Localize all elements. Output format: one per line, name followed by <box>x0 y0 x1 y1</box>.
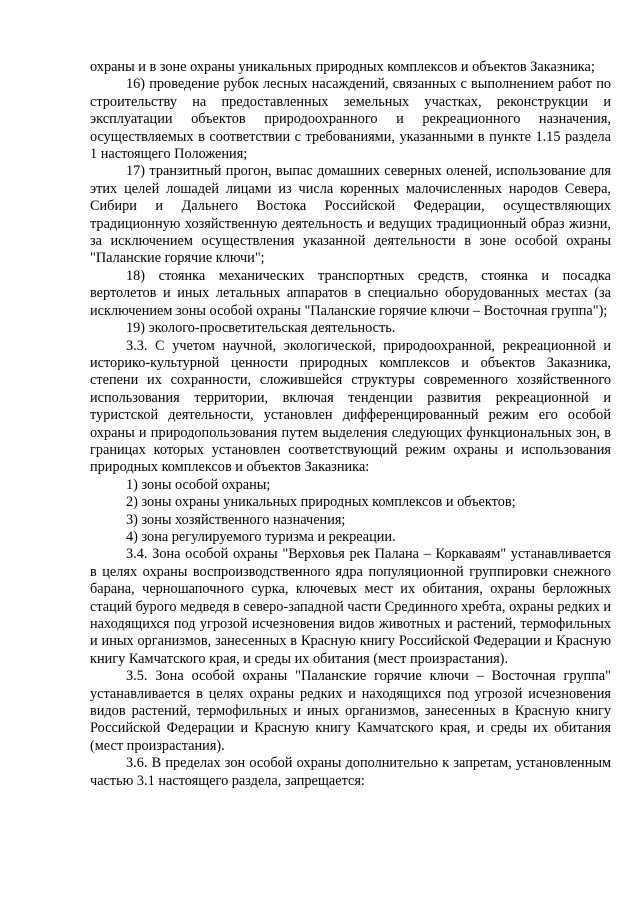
list-item-zone-1: 1) зоны особой охраны; <box>126 476 271 493</box>
paragraph-section-3-6: 3.6. В пределах зон особой охраны дополнительно к запретам, установленным частью 3.1 настоящего раздела, запрещается: <box>90 755 611 789</box>
list-item-zone-4: 4) зона регулируемого туризма и рекреации. <box>126 528 396 545</box>
paragraph-zone-continuation: охраны и в зоне охраны уникальных природных комплексов и объектов Заказника; <box>90 59 595 75</box>
paragraph-item-17: 17) транзитный прогон, выпас домашних северных оленей, использование для этих целей лошадей лицами из числа коренных малочисленных народов Севера, Сибири и Дальнего Востока Российской Федерации, осуществляющих традиционную хозяйственную деятельность и ведущих традиционный образ жизни, за исключением осуществления указанной деятельности в зоне особой охраны "Паланские горячие ключи"; <box>90 163 611 267</box>
paragraph-section-3-3: 3.3. С учетом научной, экологической, природоохранной, рекреационной и историко-культурной ценности природных комплексов и объектов Заказника, степени их сохранности, сложившейся структуры современного хозяйственного использования территории, включая тенденции развития рекреационной и туристской деятельности, установлен дифференцированный режим его особой охраны и природопользования путем выделения следующих функциональных зон, в границах которых установлен соответствующий режим охраны и использования природных комплексов и объектов Заказника: <box>90 337 611 476</box>
paragraph-item-16: 16) проведение рубок лесных насаждений, связанных с выполнением работ по строительству на предоставленных земельных участках, реконструкции и эксплуатации объектов природоохранного и рекреационного назначения, осуществляемых в соответствии с требованиями, указанными в пункте 1.15 раздела 1 настоящего Положения; <box>90 76 611 163</box>
paragraph-section-3-5: 3.5. Зона особой охраны "Паланские горячие ключи – Восточная группа" устанавливается в целях охраны редких и находящихся под угрозой исчезновения видов растений, термофильных и иных организмов, занесенных в Красную книгу Российской Федерации и Красную книгу Камчатского края, и среды их обитания (мест произрастания). <box>90 668 611 754</box>
paragraph-section-3-4: 3.4. Зона особой охраны "Верховья рек Палана – Коркаваям" устанавливается в целях охраны воспроизводственного ядра популяционной группировки снежного барана, черношапочного сурка, ключевых мест их обитания, охраны берложных стаций бурого медведя в северо-западной части Срединного хребта, охраны редких и находящихся под угрозой исчезновения видов животных и растений, термофильных и иных организмов, занесенных в Красную книгу Российской Федерации и Красную книгу Камчатского края, и среды их обитания (мест произрастания). <box>90 546 611 667</box>
paragraph-item-18: 18) стоянка механических транспортных средств, стоянка и посадка вертолетов и иных летальных аппаратов в специально оборудованных местах (за исключением зоны особой охраны "Паланские горячие ключи – Восточная группа"); <box>90 267 611 319</box>
list-item-zone-2: 2) зоны охраны уникальных природных комплексов и объектов; <box>126 494 516 511</box>
list-item-zone-3: 3) зоны хозяйственного назначения; <box>126 511 346 528</box>
paragraph-item-19: 19) эколого-просветительская деятельность. <box>126 320 396 337</box>
